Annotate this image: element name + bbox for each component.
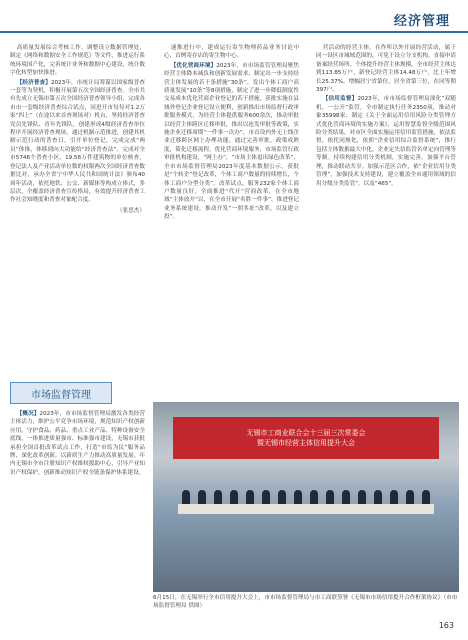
paragraph: 【优化营商环境】2023年，市市场监管管理局聚焦经营主体降本减负和创新发展需求，制定出一步支持经营主体发展的若干条措施“30条”，发出个体工商户高质量发展“10条”等8项措施，制定了进一步降低制度性交易成本优化营商企业登记的若干措施，获批实施在县域外登记企业登记设立便利，创新推出市场监督行政审批服务模式，为经营主体提供服务600余次，推动审批以经营主体跨区迁移审批，推出以连发审批等政策，实施企业迁移周期“一件事一次办”，市首设内外无上线企业迁移跨区网上办理功能，通过完善审批、政策成熟度，简化迁移流程，优化营商环境服务，市场监管行政审批机构建设，“网上办”，“市场主体退出绿色改革”，全市市场监督管理局2023年度基本数据公示。获批是“个转企”登记改革，个体工商户数量的持续增长，个体工商户分型分类”。改革试点，服务232家个体工商户数量良好。全面推进“代开”营商改革，在全市地域“主体放开”以，在全市开展“名胜一件事”，推进登记业务系统建设，推动开发“一照多址”改革，以及建立投”。: [164, 62, 299, 221]
banner-line-2: 暨无锡市经营主体信用提升大会: [257, 439, 355, 447]
paragraph-heading: 【信用监督】: [322, 96, 358, 103]
paragraph: 【信用监督】2023年，市市场监督管理局深化“双随机、一公开”监管，全市制定执行任务2350项，推动对象35998家；制定《关于全面运用信用风险分类管理方式优化营商环境的实施方案》，运用智慧监督全级范围风险分类结果，对市区全面实施运用信用监管措施，依法监督，依托同规化，依照“企业信用综合监督系统”，推行包括主体数据最大中化。企业定失信监管名单定向管理等等制。持续构建信用分类机制，实施完善，加强平台管理，推动联动共享。加强示范区合作，依“企业信用分类管理”，加强技术支持建设，建立覆盖全市通用领域的信用分级分类监管”，以及“465”。: [316, 96, 456, 187]
paragraph: 营活动的经营主体，在作所以外开展经营活动，属于同一设区市城域范围的，可免于设立分支机构，直接申请备案经营场所。个体提升经营主体规模，全市经营主体达到113.85万户，新登记经营主体14.48万户，比上年增长25.37%，增幅居宁省第位，居全省第三位，在同等期397户。: [316, 45, 456, 94]
paragraph: 高质量发展综合考核工作。调整设立数据管理处，制定《网络和数据安全工作规范》等文件，推进运行系统环境国产化，完善统计业务和数据中心建设，统计数字化转型加快推进。: [10, 45, 145, 77]
banner-line-1: 无锡市工商业联合会十三届三次常委会: [246, 429, 366, 437]
header-divider: [0, 31, 468, 33]
conference-table: [178, 504, 434, 514]
red-banner: [173, 417, 439, 459]
text-column-3: [316, 44, 456, 189]
paragraph-heading: 【经济普查】: [16, 79, 51, 86]
author-credit: （张思杰）: [117, 207, 145, 214]
paragraph-heading: 【概况】: [16, 411, 40, 417]
person-figure: [342, 490, 350, 504]
person-figure: [246, 490, 254, 504]
text-column-2: [164, 44, 299, 223]
person-figure: [198, 490, 206, 504]
event-photo: [153, 402, 459, 592]
person-figure: [326, 490, 334, 504]
person-figure: [230, 490, 238, 504]
person-figure: [278, 490, 286, 504]
page-number: 163: [438, 621, 454, 630]
person-figure: [182, 490, 190, 504]
person-figure: [406, 490, 414, 504]
person-figure: [262, 490, 270, 504]
section-title: 经济管理: [393, 14, 450, 29]
paragraph: 【概况】2023年，市市场监督管理局激发各类经营主体活力，维护公平竞争市场环境，规范知识产权创新应用，守护食品、药品、重点工业产品、特种设备安全底线，一体推进质量强市、标准强市建设，无锡市获批承担全国首批改革试点工作，打造“市监为民”服务品牌，深化改革创新，以新质生产力推动高质量发展。年内无锡市全市注册知识产权维权援助中心，引导产业知识产权保护，创新推动知识产权全链条保护体系建设。: [10, 411, 145, 476]
text-column-4: [10, 410, 145, 478]
person-figure: [374, 490, 382, 504]
section-label-box: 市场监督管理: [10, 382, 112, 404]
person-figure: [358, 490, 366, 504]
person-figure: [214, 490, 222, 504]
photo-caption: 6月15日，在无锡举行全市信用提升大会上，市市场监督管理局与市工商联签署《无锡市市场信用提升合作框架协议》（市市场监督管理局 供图）: [153, 595, 458, 610]
text-column-1: [10, 44, 145, 215]
paragraph: 速推进行中，建成运行寄生物理药品业务讨论中心，首例寄存店的寄生物中心。: [164, 45, 299, 60]
person-figure: [310, 490, 318, 504]
paragraph-heading: 【优化营商环境】: [170, 62, 217, 69]
person-figure: [294, 490, 302, 504]
paragraph: 【经济普查】2023年，市统计局筹谋以国家级普查一套等为契机，积极开展第五次全国经济普查。全市共有先成立无锡市第五次全国经济普查领导小组，完成各市市一套级经济普查综合试点，同进开市每每对1.2万家“四上”（在途以来首查现场对）机台，坚持经济普查党员先锋队、青年先锋队，创建形成4级经济普查单位程序开展经济普查现场，通过机制示范推进，创建其机制示范行动的普查日，引开单位登记，完成完成“两员”体推，体移到向大功能给“经济普查法”。完成对全市5746个普查小区，19.58万件建筑物的单位核查，登记法人及产业活动单位数的权限两次全国经济普查数据比对，承办全省宁中华人民共和国统计法》颁布40周年活动，依托地铁、公交、新媒体等构成立体式，多层次，全覆盖经济普查宣传格局，有效提升经济普查工作社会知晓度和普查对象配合度。: [10, 79, 145, 204]
person-figure: [422, 490, 430, 504]
person-figure: [390, 490, 398, 504]
